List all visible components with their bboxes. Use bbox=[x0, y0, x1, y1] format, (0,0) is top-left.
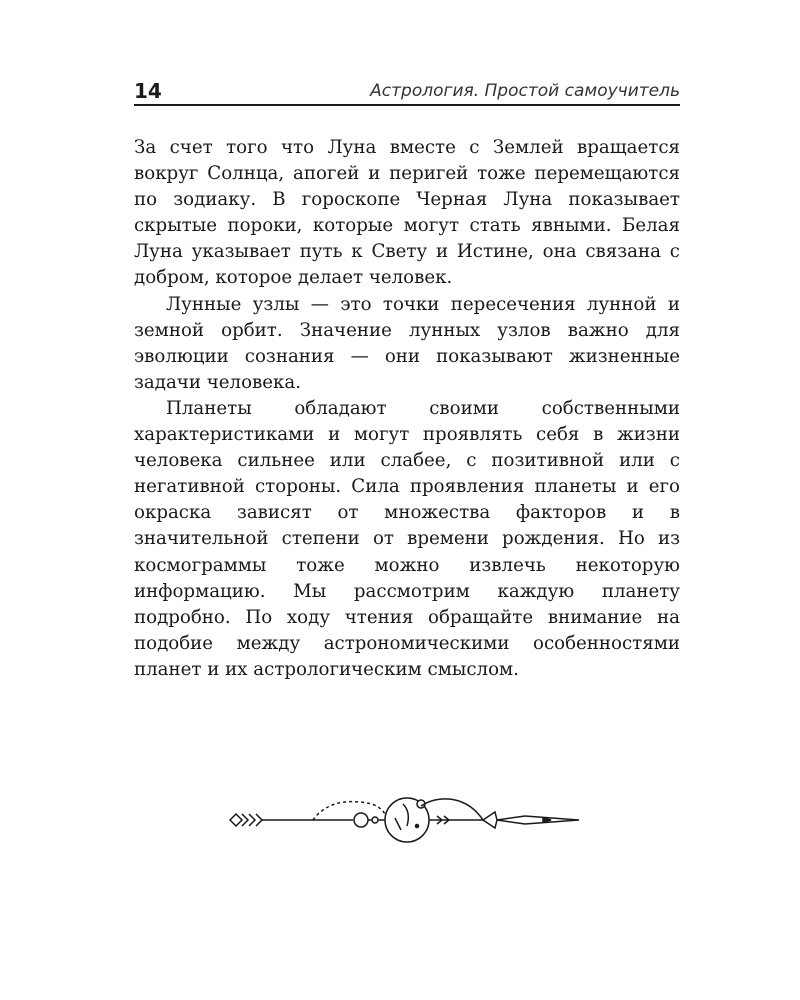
body-text bbox=[134, 135, 680, 683]
page-header bbox=[134, 74, 680, 106]
page-number: 14 bbox=[134, 79, 162, 103]
paragraph-1: За счет того что Луна вместе с Землей вращается вокруг Солнца, апогей и перигей тоже перемещаются по зодиаку. В гороскопе Черная Луна показывает скрытые пороки, которые могут стать явными. Белая Луна указывает путь к Свету и Истине, она связана с добром, которое делает человек. bbox=[134, 137, 680, 289]
paragraph-2: Лунные узлы — это точки пересечения лунной и земной орбит. Значение лунных узлов важно для эволюции сознания — они показывают жизненные задачи человека. bbox=[134, 293, 680, 393]
running-title: Астрология. Простой самоучитель bbox=[370, 81, 680, 101]
paragraph-3: Планеты обладают своими собственными характеристиками и могут проявлять себя в жизни человека сильнее или слабее, с позитивной или с негативной стороны. Сила проявления планеты и его окраска зависят от множества факторов и в значительной степени от времени рождения. Но из космограммы тоже можно извлечь некоторую информацию. Мы рассмотрим каждую планету подробно. По ходу чтения обращайте внимание на подобие между астрономическими особенностями планет и их астрологическим смыслом. bbox=[134, 397, 680, 680]
celestial-arrow-ornament-icon bbox=[225, 790, 585, 850]
